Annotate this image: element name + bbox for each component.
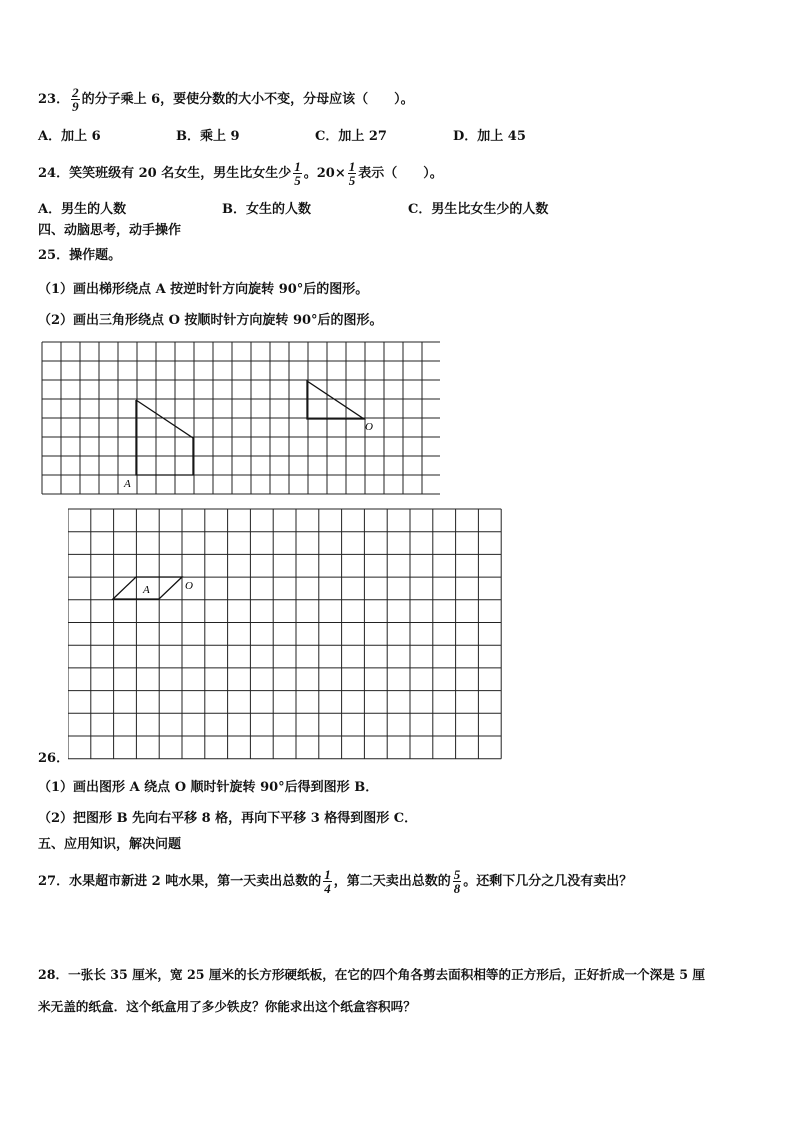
q23-option-b: B．乘上 9 <box>176 129 240 144</box>
q24-text-a: 笑笑班级有 20 名女生，男生比女生少 <box>69 166 292 181</box>
q24-fraction-2: $\frac{1}{5}$ <box>348 159 356 188</box>
q24-line <box>38 160 443 187</box>
triangle-shape <box>307 381 364 419</box>
q25-sub2: （2）画出三角形绕点 O 按顺时针方向旋转 90°后的图形。 <box>38 313 383 328</box>
q28-line-2: 米无盖的纸盒．这个纸盒用了多少铁皮？你能求出这个纸盒容积吗？ <box>38 999 416 1014</box>
q23-option-d: D．加上 45 <box>453 129 526 144</box>
q26-sub1: （1）画出图形 A 绕点 O 顺时针旋转 90°后得到图形 B． <box>38 780 379 795</box>
section-4-heading: 四、动脑思考，动手操作 <box>38 223 182 238</box>
q24-option-c: C．男生比女生少的人数 <box>408 202 549 217</box>
q24-option-a: A．男生的人数 <box>38 202 127 217</box>
q23-text: 的分子乘上 6，要使分数的大小不变，分母应该（ ）。 <box>81 92 414 107</box>
q25-grid-figure <box>40 340 440 495</box>
q27-fraction-2: $\frac{5}{8}$ <box>453 867 461 896</box>
q27-text-a: 27．水果超市新进 2 吨水果，第一天卖出总数的 <box>38 874 322 889</box>
q25-sub1: （1）画出梯形绕点 A 按逆时针方向旋转 90°后的图形。 <box>38 282 369 297</box>
q24-option-b: B．女生的人数 <box>222 202 311 217</box>
label-figure-a: A <box>143 584 150 596</box>
label-point-o: O <box>365 421 373 433</box>
q24-number: 24． <box>38 166 70 181</box>
label-point-o: O <box>185 580 193 592</box>
label-point-a: A <box>124 478 131 490</box>
q24-text-b: 。20× <box>303 166 346 181</box>
q23-option-a: A．加上 6 <box>38 129 101 144</box>
q23-option-c: C．加上 27 <box>315 129 387 144</box>
q24-fraction-1: $\frac{1}{5}$ <box>294 159 301 188</box>
q24-text-c: 表示（ ）。 <box>358 166 443 181</box>
q26-sub2: （2）把图形 B 先向右平移 8 格，再向下平移 3 格得到图形 C． <box>38 811 418 826</box>
q27-line <box>38 868 632 895</box>
q27-text-b: ，第二天卖出总数的 <box>333 874 451 889</box>
q27-fraction-1: $\frac{1}{4}$ <box>324 867 331 896</box>
q27-text-c: 。还剩下几分之几没有卖出？ <box>463 874 633 889</box>
q28-line-1: 28．一张长 35 厘米，宽 25 厘米的长方形硬纸板，在它的四个角各剪去面积相等的正方形后，正好折成一个深是 5 厘 <box>38 967 705 982</box>
q26-grid-figure <box>68 507 504 765</box>
section-5-heading: 五、应用知识，解决问题 <box>38 837 182 852</box>
q23-number: 23． <box>38 92 70 107</box>
q26-number: 26． <box>38 751 70 766</box>
q23-line <box>38 86 414 113</box>
q25-title: 25．操作题。 <box>38 248 122 263</box>
q23-fraction: $\frac{2}{9}$ <box>72 85 79 114</box>
